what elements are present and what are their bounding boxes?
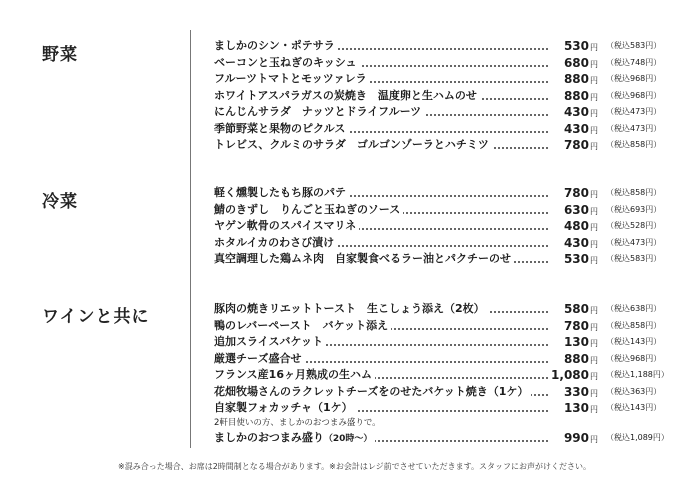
menu-item: 真空調理した鶏ムネ肉 自家製食べるラー油とパクチーのせ 530円 （税込583円） bbox=[214, 251, 664, 268]
menu-item: ベーコンと玉ねぎのキッシュ 680円 （税込748円） bbox=[214, 55, 664, 72]
set-note: 2軒目使いの方、ましかのおつまみ盛りで。 bbox=[214, 417, 381, 428]
menu-item: ホタルイカのわさび漬け 430円 （税込473円） bbox=[214, 235, 664, 252]
menu-item-special: ましかのおつまみ盛り（20時〜） 990円 （税込1,089円） bbox=[214, 430, 664, 447]
footer-note: ※混み合った場合、お席は2時間制となる場合があります。※お会計はレジ前でさせていただきます。スタッフにお声がけください。 bbox=[118, 462, 592, 471]
menu-item: 鯖のきずし りんごと玉ねぎのソース 630円 （税込693円） bbox=[214, 202, 664, 219]
menu-item: にんじんサラダ ナッツとドライフルーツ 430円 （税込473円） bbox=[214, 104, 664, 121]
menu-item: 豚肉の焼きリエットトースト 生こしょう添え（2枚） 580円 （税込638円） bbox=[214, 301, 664, 318]
category-vegetables: 野菜 bbox=[42, 45, 78, 65]
menu-item: 軽く燻製したもち豚のパテ 780円 （税込858円） bbox=[214, 185, 664, 202]
section-vegetables bbox=[214, 38, 664, 154]
section-cold-dishes bbox=[214, 185, 664, 268]
menu-item: フランス産16ヶ月熟成の生ハム 1,080円 （税込1,188円） bbox=[214, 367, 664, 384]
menu-item: ホワイトアスパラガスの炭焼き 温度卵と生ハムのせ 880円 （税込968円） bbox=[214, 88, 664, 105]
menu-item: 花畑牧場さんのラクレットチーズをのせたバケット焼き（1ケ） 330円 （税込363円） bbox=[214, 384, 664, 401]
menu-item: 追加スライスバケット 130円 （税込143円） bbox=[214, 334, 664, 351]
menu-item: 自家製フォカッチャ（1ケ） 130円 （税込143円） bbox=[214, 400, 664, 417]
menu-item: ましかのシン・ポテサラ 530円 （税込583円） bbox=[214, 38, 664, 55]
menu-item: 鴨のレバーペースト バケット添え 780円 （税込858円） bbox=[214, 318, 664, 335]
section-with-wine bbox=[214, 301, 669, 446]
menu-item: 季節野菜と果物のピクルス 430円 （税込473円） bbox=[214, 121, 664, 138]
category-with-wine: ワインと共に bbox=[42, 307, 150, 327]
menu-item: 厳選チーズ盛合せ 880円 （税込968円） bbox=[214, 351, 664, 368]
menu-item: フルーツトマトとモッツァレラ 880円 （税込968円） bbox=[214, 71, 664, 88]
menu-item: ヤゲン軟骨のスパイスマリネ 480円 （税込528円） bbox=[214, 218, 664, 235]
menu-item: トレビス、クルミのサラダ ゴルゴンゾーラとハチミツ 780円 （税込858円） bbox=[214, 137, 664, 154]
vertical-divider bbox=[190, 30, 191, 448]
category-cold-dishes: 冷菜 bbox=[42, 192, 78, 212]
